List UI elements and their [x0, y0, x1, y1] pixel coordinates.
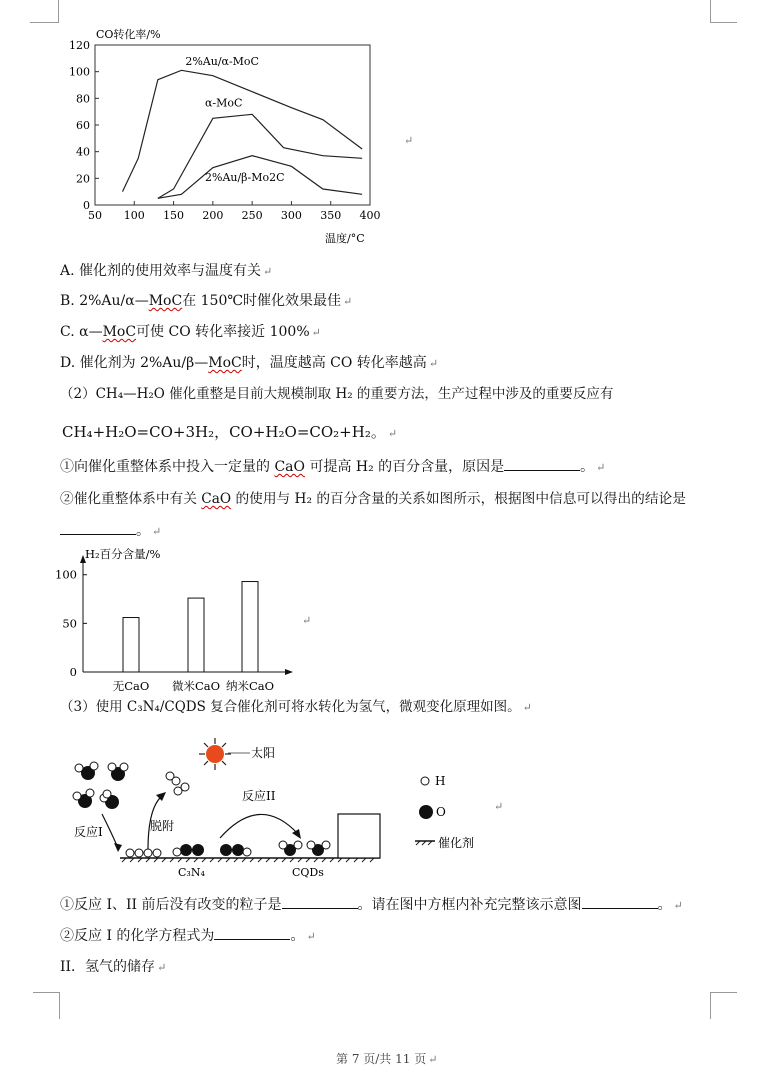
h2-category-label: 纳米CaO: [225, 679, 275, 693]
h2-category-label: 微米CaO: [171, 679, 221, 693]
crop-mark-bottom-left: [33, 992, 60, 1019]
co-series-line: [158, 114, 362, 198]
water-molecule: [73, 789, 94, 808]
reaction-i-label: 反应I: [74, 825, 103, 839]
desorb-label: 脱附: [150, 819, 175, 833]
co-x-tick-label: 200: [202, 209, 224, 222]
legend-o: O: [436, 805, 446, 819]
reaction-diagram: [60, 728, 504, 888]
co-y-tick-label: 100: [69, 65, 90, 79]
co-x-tick-label: 250: [241, 209, 263, 222]
co-x-tick-label: 350: [320, 209, 342, 222]
h2-category-label: 无CaO: [112, 679, 150, 693]
answer-box[interactable]: [338, 814, 380, 858]
q2-sub1: ①向催化重整体系中投入一定量的 CaO 可提高 H₂ 的百分含量，原因是 。 ↵: [60, 459, 606, 475]
h2-y-tick-label: 0: [69, 665, 77, 679]
crop-mark-bottom-right: [710, 992, 737, 1019]
page-footer: 第 7 页/共 11 页 ↵: [336, 1052, 438, 1066]
h2-y-tick-label: 100: [55, 567, 77, 582]
h2-y-tick-label: 50: [62, 616, 77, 631]
answer-blank[interactable]: [582, 908, 658, 909]
co-y-tick-label: 0: [83, 199, 90, 212]
co-y-tick-label: 40: [76, 145, 90, 159]
return-mark: ↵: [302, 614, 312, 627]
co-x-tick-label: 300: [280, 209, 302, 222]
hydrogen-molecule: [166, 772, 180, 785]
co-y-tick-label: 20: [76, 172, 90, 186]
h2-bar: [242, 582, 258, 672]
answer-blank[interactable]: [504, 470, 580, 471]
co-x-tick-label: 50: [88, 209, 102, 222]
answer-blank[interactable]: [214, 939, 290, 940]
water-molecule: [100, 790, 119, 809]
h2-bar: [188, 598, 204, 672]
q2-equation: CH₄+H₂O=CO+3H₂，CO+H₂O=CO₂+H₂。 ↵: [62, 423, 398, 441]
co-x-tick-label: 100: [123, 209, 145, 222]
q3-sub2: ②反应 I 的化学方程式为 。 ↵: [60, 928, 316, 944]
co-series-label: α-MoC: [205, 96, 243, 110]
option-a: A. 催化剂的使用效率与温度有关 ↵: [60, 263, 273, 279]
co-y-tick-label: 80: [76, 92, 90, 106]
option-b: B. 2%Au/α—MoC在 150℃时催化效果最佳 ↵: [60, 293, 353, 309]
co-series-label: 2%Au/α-MoC: [185, 55, 259, 68]
co-chart-ylabel: CO转化率/%: [96, 28, 161, 41]
c3n4-label: C₃N₄: [178, 866, 205, 879]
q2-sub2: ②催化重整体系中有关 CaO 的使用与 H₂ 的百分含量的关系如图所示，根据图中信息可以得出的结论是: [60, 491, 686, 507]
answer-blank[interactable]: [60, 534, 136, 535]
section-heading: II．氢气的储存 ↵: [60, 959, 167, 975]
water-molecule: [75, 762, 98, 780]
h2-chart-ylabel: H₂百分含量/%: [85, 547, 161, 561]
return-mark: ↵: [404, 134, 414, 147]
co-y-tick-label: 120: [69, 39, 90, 52]
h2-x-axis-arrow: [285, 669, 293, 675]
crop-mark-top-left: [30, 0, 59, 23]
q2-intro: （2）CH₄—H₂O 催化重整是目前大规模制取 H₂ 的重要方法，生产过程中涉及的重要反应有: [60, 386, 614, 402]
co-x-tick-label: 150: [163, 209, 185, 222]
co-conversion-chart: [60, 24, 400, 249]
legend-catalyst: 催化剂: [438, 836, 475, 850]
h2-content-chart: [55, 540, 300, 695]
water-molecule: [108, 763, 128, 781]
answer-blank[interactable]: [282, 908, 358, 909]
reaction-ii-label: 反应II: [242, 789, 276, 803]
sun-icon: [199, 738, 231, 770]
crop-mark-top-right: [710, 0, 737, 23]
q3-intro: （3）使用 C₃N₄/CQDS 复合催化剂可将水转化为氢气，微观变化原理如图。 ↵: [60, 699, 532, 715]
q2-sub2-answer-line: 。 ↵: [60, 522, 161, 541]
legend-h: H: [435, 774, 446, 788]
option-d: D. 催化剂为 2%Au/β—MoC时，温度越高 CO 转化率越高 ↵: [60, 355, 439, 371]
option-c: C. α—MoC可使 CO 转化率接近 100% ↵: [60, 324, 321, 340]
co-y-tick-label: 60: [76, 119, 90, 132]
h2-bar: [123, 618, 139, 672]
q3-sub1: ①反应 I、II 前后没有改变的粒子是 。请在图中方框内补充完整该示意图 。 ↵: [60, 897, 683, 913]
co-chart-xlabel: 温度/°C: [325, 232, 365, 245]
svg-text:↵: ↵: [494, 800, 504, 813]
co-series-label: 2%Au/β-Mo2C: [205, 171, 285, 184]
sun-label: 太阳: [251, 746, 276, 760]
cqds-label: CQDs: [292, 866, 324, 879]
co-x-tick-label: 400: [359, 209, 381, 222]
